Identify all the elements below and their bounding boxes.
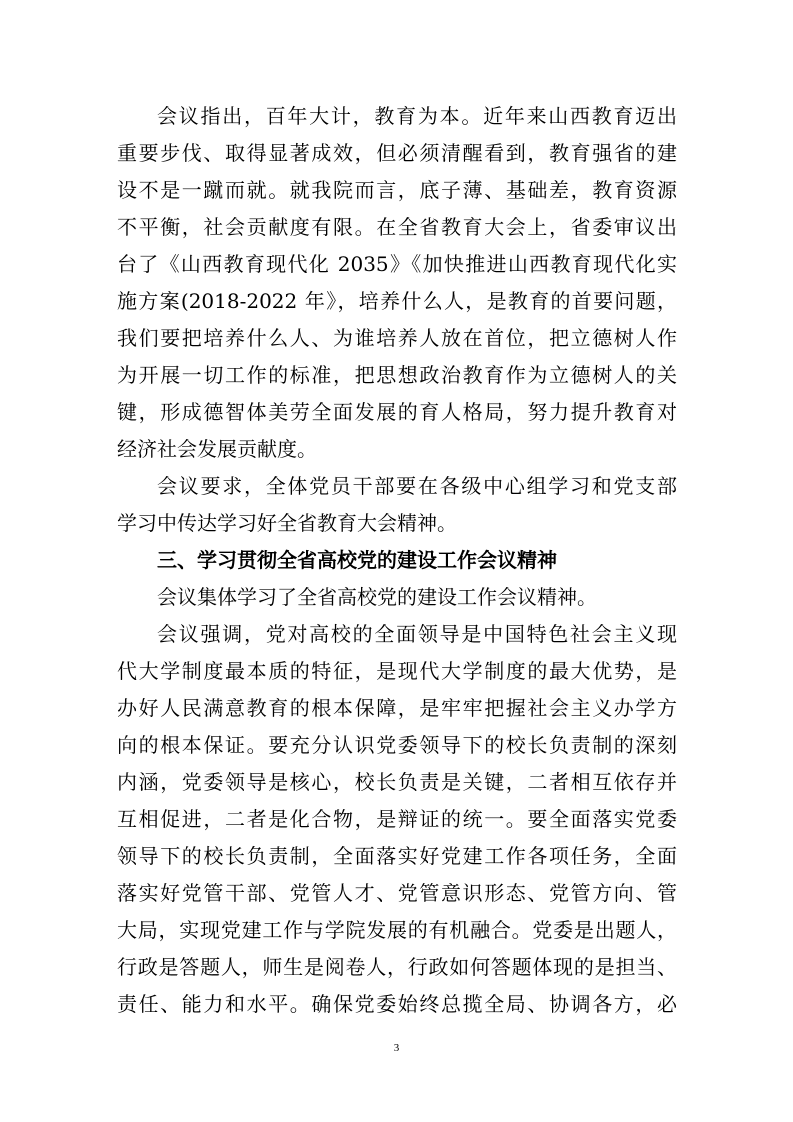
text-line: 内涵，党委领导是核心，校长负责是关键，二者相互依存并 (117, 770, 677, 794)
text-line: 施方案(2018-2022 年》，培养什么人，是教育的首要问题， (117, 289, 677, 313)
text-line: 代大学制度最本质的特征，是现代大学制度的最大优势，是 (117, 659, 677, 683)
document-body (117, 98, 677, 1023)
text-line: 向的根本保证。要充分认识党委领导下的校长负责制的深刻 (117, 733, 677, 757)
text-line: 领导下的校长负责制，全面落实好党建工作各项任务，全面 (117, 844, 677, 868)
text-line: 键，形成德智体美劳全面发展的育人格局，努力提升教育对 (117, 400, 677, 424)
section-heading (117, 542, 677, 579)
text-line: 行政是答题人，师生是阅卷人，行政如何答题体现的是担当、 (117, 955, 677, 979)
text-line: 办好人民满意教育的根本保障，是牢牢把握社会主义办学方 (117, 696, 677, 720)
paragraph (117, 579, 677, 616)
text-line: 大局，实现党建工作与学院发展的有机融合。党委是出题人， (117, 918, 677, 942)
page-number: 3 (393, 1042, 400, 1054)
paragraph (117, 98, 677, 468)
text-line: 落实好党管干部、党管人才、党管意识形态、党管方向、管 (117, 881, 677, 905)
paragraph (117, 468, 677, 542)
text-line: 互相促进，二者是化合物，是辩证的统一。要全面落实党委 (117, 807, 677, 831)
text-line: 重要步伐、取得显著成效，但必须清醒看到，教育强省的建 (117, 141, 677, 165)
text-line: 设不是一蹴而就。就我院而言，底子薄、基础差，教育资源 (117, 178, 677, 202)
text-line: 会议指出，百年大计，教育为本。近年来山西教育迈出 (157, 104, 677, 128)
text-line: 台了《山西教育现代化 2035》《加快推进山西教育现代化实 (117, 252, 677, 276)
text-line: 会议强调，党对高校的全面领导是中国特色社会主义现 (157, 622, 677, 646)
text-line: 会议要求，全体党员干部要在各级中心组学习和党支部 (157, 474, 677, 498)
text-line: 会议集体学习了全省高校党的建设工作会议精神。 (157, 585, 597, 609)
text-line: 不平衡，社会贡献度有限。在全省教育大会上，省委审议出 (117, 215, 677, 239)
text-line: 责任、能力和水平。确保党委始终总揽全局、协调各方，必 (117, 992, 677, 1016)
text-line: 学习中传达学习好全省教育大会精神。 (117, 511, 457, 535)
text-line: 我们要把培养什么人、为谁培养人放在首位，把立德树人作 (117, 326, 677, 350)
heading-text: 三、学习贯彻全省高校党的建设工作会议精神 (157, 548, 557, 572)
text-line: 为开展一切工作的标准，把思想政治教育作为立德树人的关 (117, 363, 677, 387)
text-line: 经济社会发展贡献度。 (117, 437, 317, 461)
paragraph (117, 616, 677, 1023)
